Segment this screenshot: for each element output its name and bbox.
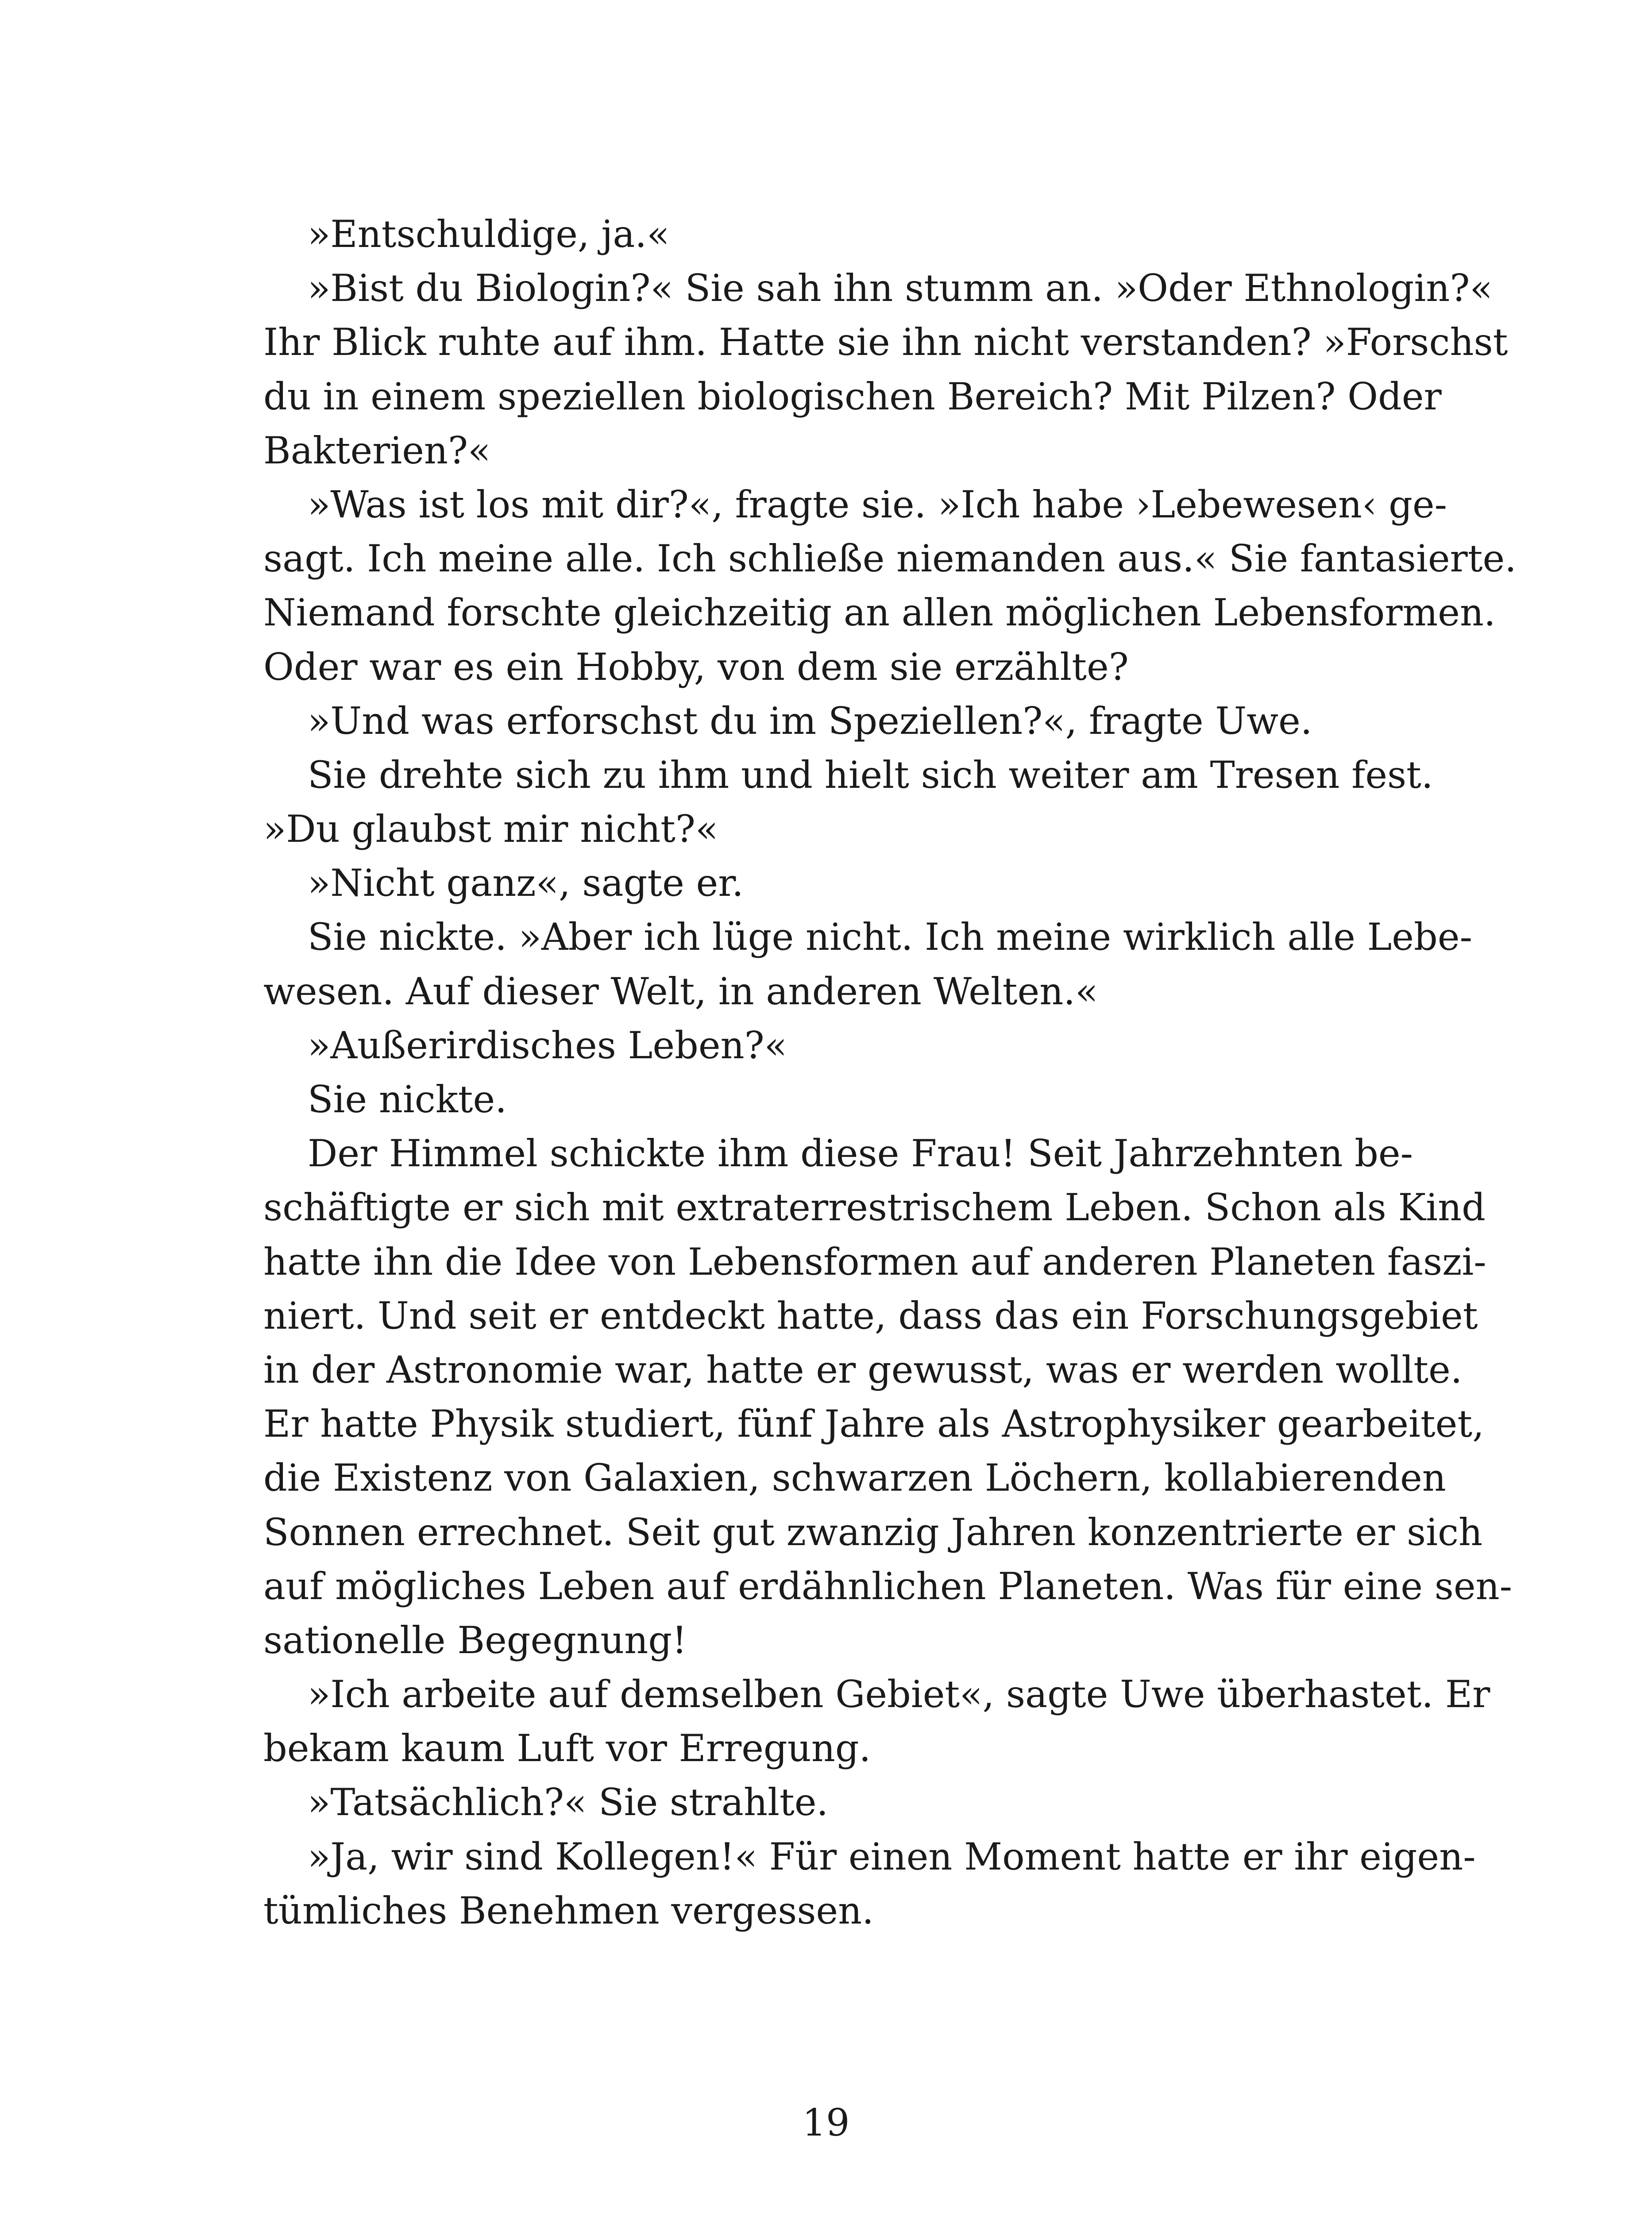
text-line-11: Sie drehte sich zu ihm und hielt sich weiter am Tresen fest. bbox=[308, 753, 1433, 797]
text-line-15: wesen. Auf dieser Welt, in anderen Welten.« bbox=[263, 969, 1098, 1013]
text-line-9: Oder war es ein Hobby, von dem sie erzählte? bbox=[263, 645, 1129, 689]
text-line-32: tümliches Benehmen vergessen. bbox=[263, 1889, 874, 1932]
text-line-26: auf mögliches Leben auf erdähnlichen Planeten. Was für eine sen- bbox=[263, 1564, 1513, 1608]
text-line-16: »Außerirdisches Leben?« bbox=[308, 1023, 787, 1067]
text-line-24: die Existenz von Galaxien, schwarzen Löchern, kollabierenden bbox=[263, 1456, 1446, 1500]
text-line-2: »Bist du Biologin?« Sie sah ihn stumm an. »Oder Ethnologin?« bbox=[308, 266, 1493, 310]
text-line-5: Bakterien?« bbox=[263, 428, 491, 472]
text-line-19: schäftigte er sich mit extraterrestrischem Leben. Schon als Kind bbox=[263, 1186, 1486, 1230]
text-line-27: sationelle Begegnung! bbox=[263, 1618, 687, 1662]
text-line-17: Sie nickte. bbox=[308, 1078, 507, 1121]
text-line-13: »Nicht ganz«, sagte er. bbox=[308, 861, 744, 905]
text-line-7: sagt. Ich meine alle. Ich schließe niemanden aus.« Sie fantasierte. bbox=[263, 537, 1517, 581]
text-line-14: Sie nickte. »Aber ich lüge nicht. Ich meine wirklich alle Lebe- bbox=[308, 915, 1472, 959]
text-line-8: Niemand forschte gleichzeitig an allen möglichen Lebensformen. bbox=[263, 591, 1496, 635]
text-line-25: Sonnen errechnet. Seit gut zwanzig Jahren konzentrierte er sich bbox=[263, 1510, 1483, 1554]
text-line-31: »Ja, wir sind Kollegen!« Für einen Moment hatte er ihr eigen- bbox=[308, 1835, 1476, 1878]
text-line-6: »Was ist los mit dir?«, fragte sie. »Ich habe ›Lebewesen‹ ge- bbox=[308, 482, 1447, 526]
text-line-29: bekam kaum Luft vor Erregung. bbox=[263, 1727, 871, 1770]
text-line-22: in der Astronomie war, hatte er gewusst, was er werden wollte. bbox=[263, 1348, 1463, 1392]
page-number: 19 bbox=[802, 2101, 850, 2144]
text-line-3: Ihr Blick ruhte auf ihm. Hatte sie ihn nicht verstanden? »Forschst bbox=[263, 320, 1508, 364]
text-line-1: »Entschuldige, ja.« bbox=[308, 212, 670, 256]
text-line-4: du in einem speziellen biologischen Bereich? Mit Pilzen? Oder bbox=[263, 374, 1442, 418]
body-text bbox=[263, 207, 1517, 1938]
text-line-18: Der Himmel schickte ihm diese Frau! Seit Jahrzehnten be- bbox=[308, 1132, 1413, 1176]
text-line-23: Er hatte Physik studiert, fünf Jahre als Astrophysiker gearbeitet, bbox=[263, 1402, 1484, 1446]
text-line-10: »Und was erforschst du im Speziellen?«, fragte Uwe. bbox=[308, 699, 1312, 743]
text-line-20: hatte ihn die Idee von Lebensformen auf anderen Planeten faszi- bbox=[263, 1240, 1486, 1284]
text-line-12: »Du glaubst mir nicht?« bbox=[263, 807, 718, 851]
text-line-21: niert. Und seit er entdeckt hatte, dass das ein Forschungsgebiet bbox=[263, 1294, 1478, 1338]
text-line-28: »Ich arbeite auf demselben Gebiet«, sagte Uwe überhastet. Er bbox=[308, 1673, 1490, 1716]
text-line-30: »Tatsächlich?« Sie strahlte. bbox=[308, 1781, 829, 1824]
